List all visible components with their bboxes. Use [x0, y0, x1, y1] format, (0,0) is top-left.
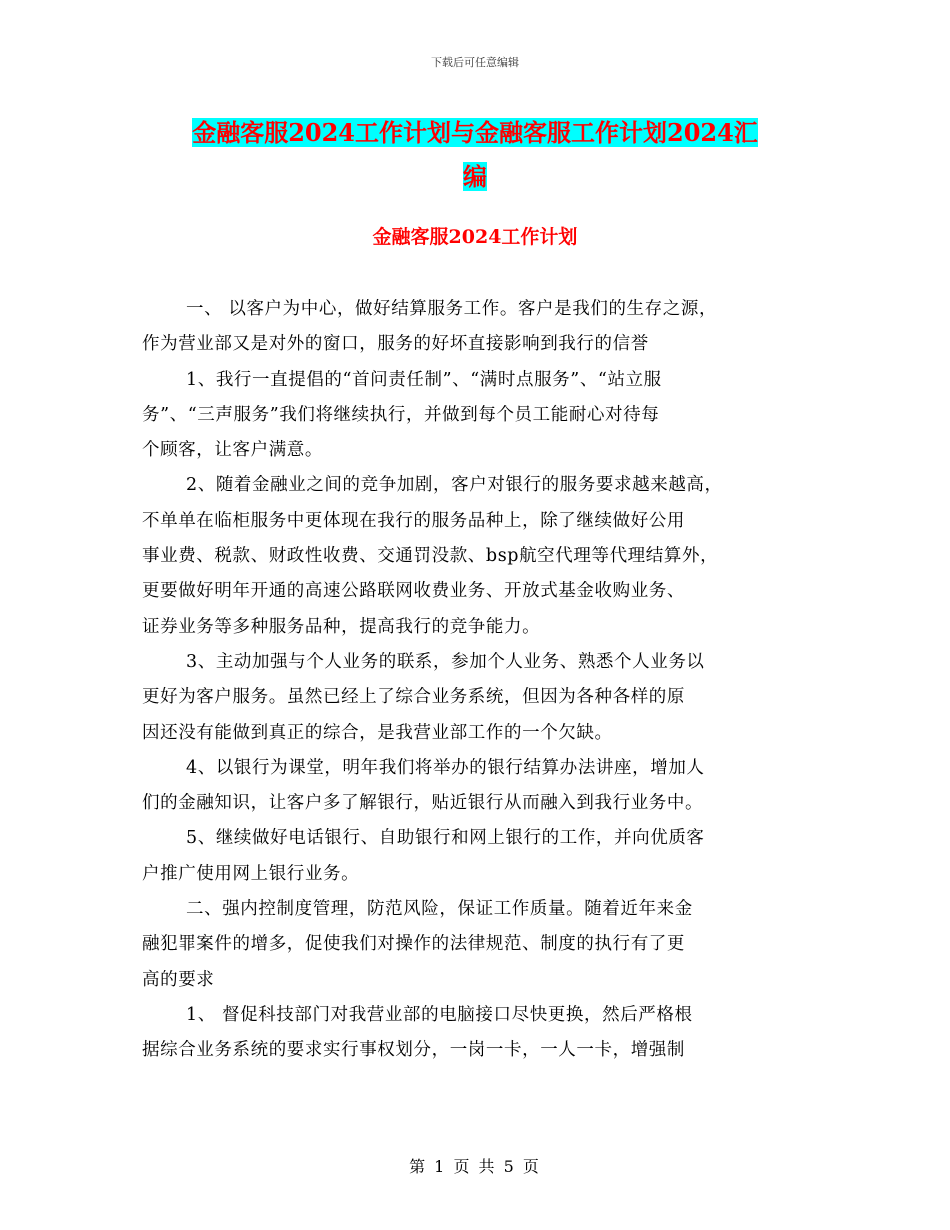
header-note: 下载后可任意编辑 [431, 56, 519, 69]
text-line: 3、主动加强与个人业务的联系，参加个人业务、熟悉个人业务以 [186, 651, 705, 672]
text-line: 1、 督促科技部门对我营业部的电脑接口尽快更换，然后严格根 [186, 1004, 693, 1025]
text-line: 务”、“三声服务”我们将继续执行，并做到每个员工能耐心对待每 [142, 404, 660, 425]
text-line: 一、 以客户为中心，做好结算服务工作。客户是我们的生存之源， [186, 299, 718, 319]
document-title [140, 111, 810, 199]
document-title-line-1: 金融客服2024工作计划与金融客服工作计划2024汇 [192, 118, 758, 147]
text-line: 更要做好明年开通的高速公路联网收费业务、开放式基金收购业务、 [142, 581, 685, 602]
text-line: 融犯罪案件的增多，促使我们对操作的法律规范、制度的执行有了更 [142, 934, 685, 955]
text-line: 事业费、税款、财政性收费、交通罚没款、bsp航空代理等代理结算外， [142, 546, 719, 567]
text-line: 5、继续做好电话银行、自助银行和网上银行的工作，并向优质客 [186, 828, 705, 849]
body-text [142, 292, 814, 1069]
text-line: 据综合业务系统的要求实行事权划分，一岗一卡，一人一卡，增强制 [142, 1040, 685, 1061]
text-line: 4、以银行为课堂，明年我们将举办的银行结算办法讲座，增加人 [186, 757, 705, 778]
text-line: 因还没有能做到真正的综合，是我营业部工作的一个欠缺。 [142, 722, 613, 743]
text-line: 作为营业部又是对外的窗口，服务的好坏直接影响到我行的信誉 [142, 334, 649, 355]
page-footer: 第 1 页 共 5 页 [409, 1157, 541, 1176]
text-line: 二、强内控制度管理，防范风险，保证工作质量。随着近年来金 [186, 899, 693, 920]
text-line: 高的要求 [142, 969, 215, 990]
text-line: 户推广使用网上银行业务。 [142, 863, 360, 884]
text-line: 证券业务等多种服务品种，提高我行的竞争能力。 [142, 616, 541, 637]
text-line: 们的金融知识，让客户多了解银行，贴近银行从而融入到我行业务中。 [142, 793, 704, 814]
text-line: 更好为客户服务。虽然已经上了综合业务系统，但因为各种各样的原 [142, 687, 685, 708]
document-title-line-2: 编 [463, 162, 487, 191]
text-line: 2、随着金融业之间的竞争加剧，客户对银行的服务要求越来越高， [186, 475, 723, 496]
section-title: 金融客服2024工作计划 [372, 226, 578, 248]
text-line: 个顾客，让客户满意。 [142, 440, 323, 461]
text-line: 1、我行一直提倡的“首问责任制”、“满时点服务”、“站立服 [186, 369, 662, 390]
text-line: 不单单在临柜服务中更体现在我行的服务品种上，除了继续做好公用 [142, 510, 685, 531]
